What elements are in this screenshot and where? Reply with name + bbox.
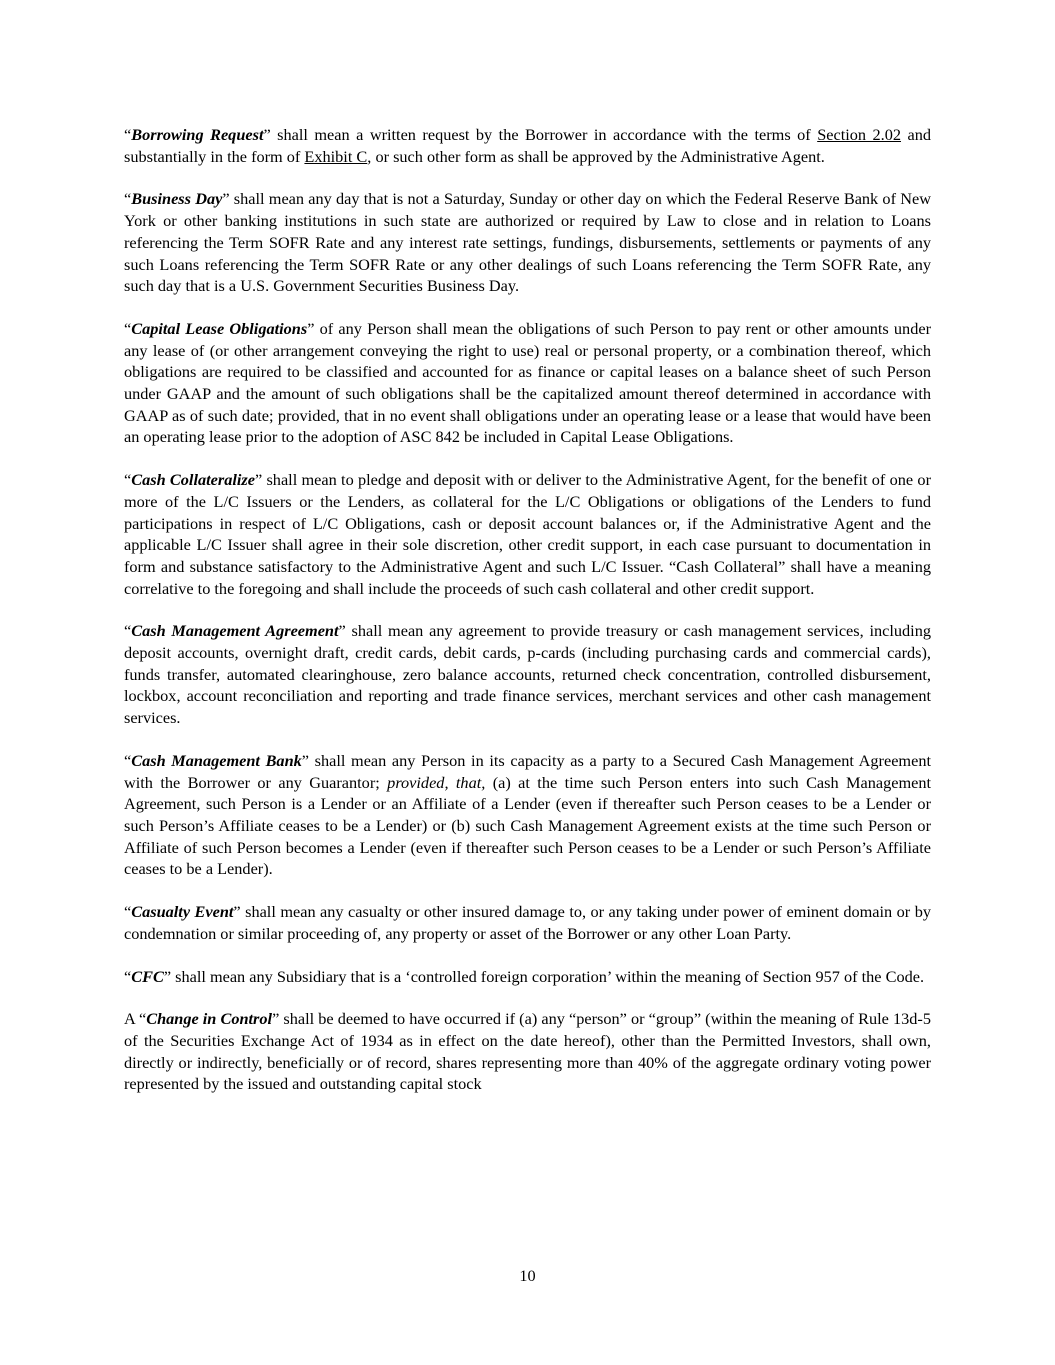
defined-term: Cash Management Bank xyxy=(131,750,302,770)
defined-term: CFC xyxy=(131,966,164,986)
definition-paragraph: “Borrowing Request” shall mean a written request by the Borrower in accordance with the terms of Section 2.02 and substantially in the form of Exhibit C, or such other form as shall be approved by the Administrative Agent. xyxy=(124,125,931,166)
defined-term: Cash Collateralize xyxy=(131,470,255,490)
definition-text: ” shall mean any Person in its capacity as a party to a Secured Cash Management Agreement with the Borrower or any Guarantor; xyxy=(124,750,931,792)
cross-reference: Exhibit C xyxy=(304,146,368,166)
definition-paragraph: “Cash Collateralize” shall mean to pledge and deposit with or deliver to the Administrative Agent, for the benefit of one or more of the L/C Issuers or the Lenders, as collateral for the L/C Obligations or obligations of the Lenders to fund participations in respect of L/C Obligations, cash or deposit account balances or, if the Administrative Agent and the applicable L/C Issuer shall agree in their sole discretion, other credit support, in each case pursuant to documentation in form and substance satisfactory to the Administrative Agent and such L/C Issuer. “Cash Collateral” shall have a meaning correlative to the foregoing and shall include the proceeds of such cash collateral and other credit support. xyxy=(124,470,931,598)
italic-text: provided, that, xyxy=(387,772,486,792)
definition-paragraph: “Cash Management Agreement” shall mean any agreement to provide treasury or cash management services, including deposit accounts, overnight draft, credit cards, debit cards, p-cards (including purchasing cards and commercial cards), funds transfer, automated clearinghouse, zero balance accounts, returned check concentration, controlled disbursement, lockbox, account reconciliation and reporting and trade finance services, merchant services and other cash management services. xyxy=(124,621,931,728)
definition-paragraph: “Cash Management Bank” shall mean any Person in its capacity as a party to a Secured Cash Management Agreement with the Borrower or any Guarantor; provided, that, (a) at the time such Person enters into such Cash Management Agreement, such Person is a Lender or an Affiliate of a Lender (even if thereafter such Person ceases to be a Lender or such Person’s Affiliate ceases to be a Lender) or (b) such Cash Management Agreement exists at the time such Person or Affiliate of such Person becomes a Lender (even if thereafter such Person ceases to be a Lender or such Person’s Affiliate ceases to be a Lender). xyxy=(124,750,932,879)
definition-text: (a) at the time such Person enters into such Cash Management Agreement, such Person is a Lender or an Affiliate of a Lender (even if thereafter such Person ceases to be a Lender or such Person’s Affiliate ceases to be a Lender) or (b) such Cash Management Agreement exists at the time such Person or Affiliate of such Person becomes a Lender (even if thereafter such Person ceases to be a Lender or such Person’s Affiliate ceases to be a Lender). xyxy=(124,772,932,879)
definitions-section xyxy=(124,124,931,1116)
defined-term: Capital Lease Obligations xyxy=(131,318,308,338)
definition-text: ” shall mean any Subsidiary that is a ‘controlled foreign corporation’ within the meaning of Section 957 of the Code. xyxy=(163,966,925,986)
definition-text: , or such other form as shall be approved by the Administrative Agent. xyxy=(367,146,825,166)
definition-text: ” shall be deemed to have occurred if (a) any “person” or “group” (within the meaning of Rule 13d-5 of the Securities Exchange Act of 1934 as in effect on the date hereof), other than the Permitted Investors, shall own, directly or indirectly, beneficially or of record, shares representing more than 40% of the aggregate ordinary voting power represented by the issued and outstanding capital stock xyxy=(124,1009,931,1094)
definition-text: and substantially in the form of xyxy=(124,125,931,166)
definition-text: ” shall mean any day that is not a Saturday, Sunday or other day on which the Federal Reserve Bank of New York or other banking institutions in such state are authorized or required by Law to close and in relation to Loans referencing the Term SOFR Rate and any interest rate settings, fundings, disbursements, settlements or payments of any such Loans referencing the Term SOFR Rate or any other dealings of such Loans referencing the Term SOFR Rate, any such day that is a U.S. Government Securities Business Day. xyxy=(124,189,931,296)
cross-reference: Section 2.02 xyxy=(817,125,901,144)
defined-term: Cash Management Agreement xyxy=(131,621,339,641)
page-number: 10 xyxy=(519,1266,536,1285)
definition-prefix: A xyxy=(124,1009,139,1029)
definition-text: ” of any Person shall mean the obligations of such Person to pay rent or other amounts under any lease of (or other arrangement conveying the right to use) real or personal property, or a combination thereof, which obligations are required to be classified and accounted for as finance or capital leases on a balance sheet of such Person under GAAP and the amount of such obligations shall be the capitalized amount thereof determined in accordance with GAAP as of such date; provided, that in no event shall obligations under an operating lease or a lease that would have been an operating lease prior to the adoption of ASC 842 be included in Capital Lease Obligations. xyxy=(124,318,931,447)
definition-text: ” shall mean to pledge and deposit with or deliver to the Administrative Agent, for the benefit of one or more of the L/C Issuers or the Lenders, as collateral for the L/C Obligations or obligations of the Lenders to fund participations in respect of L/C Obligations, cash or deposit account balances or, if the Administrative Agent and the applicable L/C Issuer shall agree in their sole discretion, other credit support, in each case pursuant to documentation in form and substance satisfactory to the Administrative Agent and such L/C Issuer. “Cash Collateral” shall have a meaning correlative to the foregoing and shall include the proceeds of such cash collateral and other credit support. xyxy=(124,470,931,598)
definition-paragraph: “CFC” shall mean any Subsidiary that is a ‘controlled foreign corporation’ within the meaning of Section 957 of the Code. xyxy=(124,966,925,986)
defined-term: Change in Control xyxy=(146,1009,273,1029)
definition-paragraph: A “Change in Control” shall be deemed to have occurred if (a) any “person” or “group” (within the meaning of Rule 13d-5 of the Securities Exchange Act of 1934 as in effect on the date hereof), other than the Permitted Investors, shall own, directly or indirectly, beneficially or of record, shares representing more than 40% of the aggregate ordinary voting power represented by the issued and outstanding capital stock xyxy=(124,1009,931,1094)
defined-term: Casualty Event xyxy=(131,902,234,922)
definition-paragraph: “Capital Lease Obligations” of any Person shall mean the obligations of such Person to pay rent or other amounts under any lease of (or other arrangement conveying the right to use) real or personal property, or a combination thereof, which obligations are required to be classified and accounted for as finance or capital leases on a balance sheet of such Person under GAAP and the amount of such obligations shall be the capitalized amount thereof determined in accordance with GAAP as of such date; provided, that in no event shall obligations under an operating lease or a lease that would have been an operating lease prior to the adoption of ASC 842 be included in Capital Lease Obligations. xyxy=(124,318,931,447)
defined-term: Borrowing Request xyxy=(131,125,264,144)
definition-paragraph: “Business Day” shall mean any day that is not a Saturday, Sunday or other day on which the Federal Reserve Bank of New York or other banking institutions in such state are authorized or required by Law to close and in relation to Loans referencing the Term SOFR Rate and any interest rate settings, fundings, disbursements, settlements or payments of any such Loans referencing the Term SOFR Rate or any other dealings of such Loans referencing the Term SOFR Rate, any such day that is a U.S. Government Securities Business Day. xyxy=(124,189,931,296)
definition-text: ” shall mean any casualty or other insured damage to, or any taking under power of eminent domain or by condemnation or similar proceeding of, any property or asset of the Borrower or any other Loan Party. xyxy=(124,902,931,943)
defined-term: Business Day xyxy=(131,189,223,209)
definition-paragraph: “Casualty Event” shall mean any casualty or other insured damage to, or any taking under power of eminent domain or by condemnation or similar proceeding of, any property or asset of the Borrower or any other Loan Party. xyxy=(124,902,931,943)
definition-text: ” shall mean any agreement to provide treasury or cash management services, including deposit accounts, overnight draft, credit cards, debit cards, p-cards (including purchasing cards and commercial cards), funds transfer, automated clearinghouse, zero balance accounts, returned check concentration, controlled disbursement, lockbox, account reconciliation and reporting and trade finance services, merchant services and other cash management services. xyxy=(124,621,931,728)
definition-text: ” shall mean a written request by the Borrower in accordance with the terms of xyxy=(263,125,818,144)
